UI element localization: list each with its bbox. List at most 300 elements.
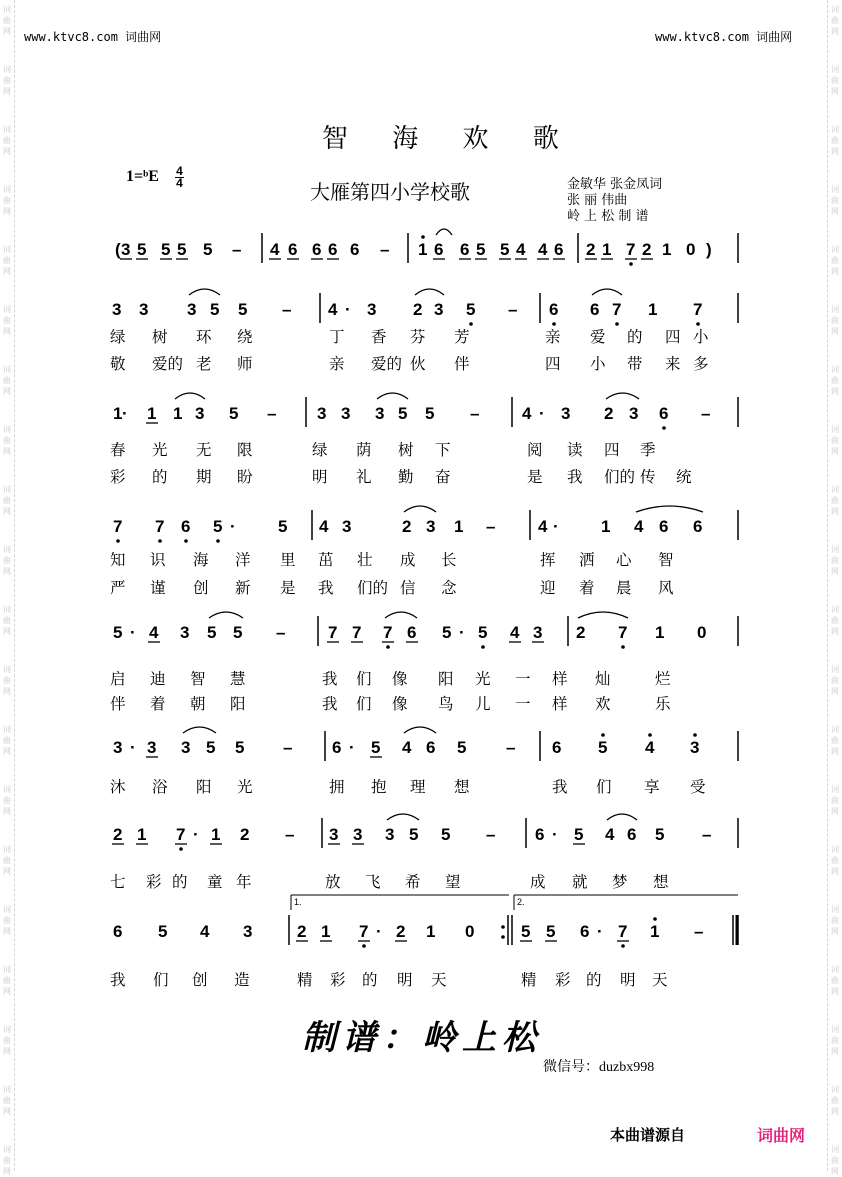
note: 5: [409, 825, 419, 844]
note: 5: [476, 240, 486, 259]
lyric-syllable: 亲: [545, 328, 561, 346]
note: 4: [319, 517, 329, 536]
note: 6: [350, 240, 360, 259]
note: 5: [229, 404, 239, 423]
side-watermark-tile: 词 曲 网: [831, 905, 839, 936]
note: 5: [500, 240, 510, 259]
note: 2: [113, 825, 123, 844]
note: ·: [349, 738, 355, 757]
lyric-syllable: 创: [193, 579, 209, 597]
lyric-syllable: 我: [322, 695, 338, 713]
lyric-syllable: 明: [312, 468, 328, 486]
dash-note: –: [470, 404, 480, 423]
lyric-syllable: 启: [110, 670, 126, 688]
lyric-syllable: 四: [665, 328, 681, 346]
lyric-syllable: 芳: [454, 328, 470, 346]
repeat-dot: [501, 925, 505, 929]
lyric-syllable: 阳: [196, 778, 212, 796]
lyric-syllable: 心: [616, 551, 632, 569]
lyric-syllable: 欢: [595, 695, 611, 713]
lyric-syllable: 慧: [230, 670, 246, 688]
lyric-syllable: 一: [515, 670, 531, 688]
note: 7: [113, 517, 123, 536]
lyric-syllable: 树: [398, 441, 414, 459]
note: 1: [418, 240, 428, 259]
note: 5: [441, 825, 451, 844]
side-watermark-tile: 词 曲 网: [3, 245, 11, 276]
note: 6: [288, 240, 298, 259]
lyric-syllable: 精: [297, 971, 313, 989]
lyric-syllable: 里: [280, 551, 296, 569]
slur-mark: [189, 289, 220, 295]
lyric-syllable: 成: [530, 873, 546, 891]
lyric-syllable: 受: [690, 778, 706, 796]
note: 1: [147, 404, 157, 423]
note: 5: [158, 922, 168, 941]
dash-note: –: [701, 404, 711, 423]
lyric-syllable: 天: [652, 971, 668, 989]
note: 7: [618, 623, 628, 642]
high-octave-dot: [693, 733, 697, 737]
lyric-syllable: 沐: [110, 778, 126, 796]
note: 5: [457, 738, 467, 757]
side-watermark-tile: 词 曲 网: [831, 65, 839, 96]
high-octave-dot: [601, 733, 605, 737]
note: 3: [353, 825, 363, 844]
lyric-syllable: 着: [150, 695, 166, 713]
note: 6: [181, 517, 191, 536]
note: 5: [574, 825, 584, 844]
arranger-signature: 制谱：岭上松: [302, 1018, 542, 1058]
lyric-syllable: 盼: [237, 468, 253, 486]
repeat-dot: [501, 935, 505, 939]
dash-note: –: [283, 738, 293, 757]
note: 2: [402, 517, 412, 536]
side-watermark-tile: 词 曲 网: [3, 785, 11, 816]
side-watermark-tile: 词 曲 网: [3, 185, 11, 216]
lyric-syllable: 拥: [329, 778, 345, 796]
note: 2: [240, 825, 250, 844]
note: ·: [130, 623, 136, 642]
lyric-syllable: 天: [431, 971, 447, 989]
note: 5: [466, 300, 476, 319]
note: 5: [478, 623, 488, 642]
note: 7: [352, 623, 362, 642]
note: 7: [693, 300, 703, 319]
lyric-syllable: 小: [693, 328, 709, 346]
lyric-syllable: 小: [590, 355, 606, 373]
dash-note: –: [694, 922, 704, 941]
note: 5: [203, 240, 213, 259]
note: 2: [604, 404, 614, 423]
lyric-syllable: 绕: [237, 328, 253, 346]
note: 3: [341, 404, 351, 423]
composer-credit: 张 丽 伟曲: [567, 193, 628, 208]
slur-mark: [607, 814, 637, 820]
lyric-syllable: 的: [586, 971, 602, 989]
lyric-syllable: 期: [196, 468, 212, 486]
note: 4: [149, 623, 159, 642]
song-title: 智 海 欢 歌: [322, 124, 577, 154]
lyric-syllable: 像: [392, 670, 408, 688]
note: ·: [539, 404, 545, 423]
lyric-syllable: 伴: [454, 355, 470, 373]
lyric-syllable: 的: [362, 971, 378, 989]
low-octave-dot: [158, 539, 162, 543]
note: 4: [645, 738, 655, 757]
note: 7: [626, 240, 636, 259]
lyric-syllable: 季: [640, 441, 656, 459]
lyric-syllable: 烂: [655, 670, 671, 688]
side-watermark-tile: 词 曲 网: [3, 665, 11, 696]
note: ·: [376, 922, 382, 941]
note: 6: [693, 517, 703, 536]
lyric-syllable: 勤: [398, 468, 414, 486]
lyric-syllable: 芬: [410, 328, 426, 346]
note: 3: [561, 404, 571, 423]
low-octave-dot: [362, 944, 366, 948]
lyric-syllable: 的: [172, 873, 188, 891]
low-octave-dot: [386, 645, 390, 649]
lyric-syllable: 彩: [555, 971, 571, 989]
lyric-syllable: 爱的: [371, 355, 403, 373]
lyric-syllable: 朝: [190, 695, 206, 713]
dash-note: –: [276, 623, 286, 642]
side-watermark-tile: 词 曲 网: [3, 305, 11, 336]
side-watermark-tile: 词 曲 网: [831, 1085, 839, 1116]
note: 5: [521, 922, 531, 941]
note: 6: [590, 300, 600, 319]
side-watermark-tile: 词 曲 网: [831, 485, 839, 516]
note: 6: [580, 922, 590, 941]
note: 3: [112, 300, 122, 319]
lyricist-credit: 金敏华 张金凤词: [567, 177, 663, 192]
note: 3: [121, 240, 131, 259]
note: 6: [407, 623, 417, 642]
side-watermark-tile: 词 曲 网: [831, 425, 839, 456]
note: 1: [601, 517, 611, 536]
lyric-syllable: 环: [196, 328, 212, 346]
lyric-syllable: 丁: [329, 328, 345, 346]
lyric-syllable: 像: [392, 695, 408, 713]
side-watermark-tile: 词 曲 网: [3, 485, 11, 516]
note: 3: [329, 825, 339, 844]
lyric-syllable: 挥: [540, 551, 556, 569]
note: 5: [398, 404, 408, 423]
lyric-syllable: 光: [237, 778, 253, 796]
note: ·: [552, 825, 558, 844]
note: 3: [426, 517, 436, 536]
dash-note: –: [282, 300, 292, 319]
lyric-syllable: 创: [192, 971, 208, 989]
note: 1: [454, 517, 464, 536]
note: 3: [375, 404, 385, 423]
lyric-syllable: 的: [152, 468, 168, 486]
lyric-syllable: 伙: [410, 355, 426, 373]
lyric-syllable: 就: [572, 873, 588, 891]
lyric-syllable: 绿: [110, 328, 126, 346]
low-octave-dot: [629, 262, 633, 266]
lyric-syllable: 彩: [146, 873, 162, 891]
side-watermark-tile: 词 曲 网: [3, 905, 11, 936]
lyric-syllable: 们: [356, 695, 372, 713]
note: 7: [383, 623, 393, 642]
note: 1: [137, 825, 147, 844]
high-octave-dot: [421, 235, 425, 239]
note: 5: [598, 738, 608, 757]
song-subtitle: 大雁第四小学校歌: [310, 180, 470, 204]
lyric-syllable: 我: [110, 971, 126, 989]
note: 5: [233, 623, 243, 642]
low-octave-dot: [184, 539, 188, 543]
note: 5: [546, 922, 556, 941]
high-octave-dot: [653, 917, 657, 921]
lyric-syllable: 我: [322, 670, 338, 688]
lyric-syllable: 迪: [150, 670, 166, 688]
note: 2: [413, 300, 423, 319]
lyric-syllable: 浴: [152, 778, 168, 796]
note: 0: [697, 623, 707, 642]
watermark-url: www.ktvc8.com: [24, 30, 118, 44]
note: 5: [442, 623, 452, 642]
lyric-syllable: 信: [400, 579, 416, 597]
note: 3: [533, 623, 543, 642]
note: 6: [312, 240, 322, 259]
note: 3: [147, 738, 157, 757]
note: 4: [516, 240, 526, 259]
low-octave-dot: [116, 539, 120, 543]
time-signature-bottom: 4: [176, 176, 183, 190]
low-octave-dot: [469, 322, 473, 326]
slur-mark: [436, 229, 452, 235]
slur-mark: [404, 727, 436, 733]
side-watermark-tile: 词 曲 网: [3, 365, 11, 396]
lyric-syllable: 童: [207, 873, 223, 891]
note: 1: [321, 922, 331, 941]
lyric-syllable: 我: [552, 778, 568, 796]
side-watermark-tile: 词 曲 网: [3, 125, 11, 156]
lyric-syllable: 们: [596, 778, 612, 796]
lyric-syllable: 梦: [612, 873, 628, 891]
lyric-syllable: 灿: [595, 670, 611, 688]
slur-mark: [385, 612, 417, 618]
note: 5: [113, 623, 123, 642]
lyric-syllable: 乐: [655, 695, 671, 713]
note: 2: [642, 240, 652, 259]
lyric-syllable: 风: [658, 579, 674, 597]
slur-mark: [209, 612, 243, 618]
note: 5: [655, 825, 665, 844]
dash-note: –: [380, 240, 390, 259]
note: 3: [690, 738, 700, 757]
note: 7: [176, 825, 186, 844]
bracket: (: [115, 240, 121, 259]
note: 5: [137, 240, 147, 259]
lyric-syllable: 迎: [540, 579, 556, 597]
lyric-syllable: 年: [236, 873, 252, 891]
lyric-syllable: 无: [196, 441, 212, 459]
note: 1: [113, 404, 123, 423]
lyric-syllable: 鸟: [438, 695, 454, 713]
note: 6: [627, 825, 637, 844]
side-watermark-tile: 词 曲 网: [3, 5, 11, 36]
note: ·: [345, 300, 351, 319]
note: 5: [425, 404, 435, 423]
wechat-id: 微信号：duzbx998: [543, 1060, 655, 1075]
lyric-syllable: 四: [545, 355, 561, 373]
note: 7: [359, 922, 369, 941]
note: 1: [211, 825, 221, 844]
note: 1: [602, 240, 612, 259]
side-watermark-tile: 词 曲 网: [831, 125, 839, 156]
lyric-syllable: 四: [604, 441, 620, 459]
lyric-syllable: 们: [356, 670, 372, 688]
lyric-syllable: 敬: [110, 355, 126, 373]
note: 5: [238, 300, 248, 319]
lyric-syllable: 是: [280, 579, 296, 597]
side-watermark-tile: 词 曲 网: [831, 725, 839, 756]
note: ·: [122, 404, 128, 423]
note: 5: [207, 623, 217, 642]
key-signature: 1=ᵇE: [126, 168, 159, 185]
lyric-syllable: 放: [325, 873, 341, 891]
note: 0: [465, 922, 475, 941]
lyric-syllable: 念: [441, 579, 457, 597]
note: 5: [371, 738, 381, 757]
note: 6: [332, 738, 342, 757]
lyric-syllable: 们: [153, 971, 169, 989]
dash-note: –: [285, 825, 295, 844]
lyric-syllable: 想: [653, 873, 669, 891]
lyric-syllable: 香: [371, 328, 387, 346]
note: 6: [535, 825, 545, 844]
note: 5: [278, 517, 288, 536]
note: 5: [177, 240, 187, 259]
note: 7: [618, 922, 628, 941]
note: ·: [553, 517, 559, 536]
lyric-syllable: 明: [397, 971, 413, 989]
note: 4: [328, 300, 338, 319]
lyric-syllable: 是: [527, 468, 543, 486]
slur-mark: [415, 289, 444, 295]
note: 7: [155, 517, 165, 536]
lyric-syllable: 智: [190, 670, 206, 688]
lyric-syllable: 我: [567, 468, 583, 486]
side-watermark-tile: 词 曲 网: [831, 785, 839, 816]
side-watermark-tile: 词 曲 网: [3, 965, 11, 996]
lyric-syllable: 老: [196, 355, 212, 373]
lyric-syllable: 飞: [365, 873, 381, 891]
side-watermark-tile: 词 曲 网: [831, 305, 839, 336]
lyric-syllable: 限: [237, 441, 253, 459]
lyric-syllable: 谨: [150, 579, 166, 597]
lyric-syllable: 望: [445, 873, 461, 891]
watermark-url: www.ktvc8.com: [655, 30, 749, 44]
note: 1: [173, 404, 183, 423]
watermark-site: 词曲网: [756, 30, 793, 44]
lyric-syllable: 新: [235, 579, 251, 597]
note: 6: [659, 404, 669, 423]
note: 0: [686, 240, 696, 259]
note: 6: [659, 517, 669, 536]
lyric-syllable: 七: [110, 873, 126, 891]
lyric-syllable: 理: [410, 778, 426, 796]
low-octave-dot: [615, 322, 619, 326]
lyric-syllable: 树: [152, 328, 168, 346]
side-watermark-tile: 词 曲 网: [831, 245, 839, 276]
lyric-syllable: 多: [693, 355, 709, 373]
side-watermark-tile: 词 曲 网: [3, 845, 11, 876]
source-site-link[interactable]: 词曲网: [757, 1126, 806, 1145]
slur-mark: [183, 727, 216, 733]
lyric-syllable: 享: [644, 778, 660, 796]
side-watermark-tile: 词 曲 网: [831, 185, 839, 216]
watermark-site: 词曲网: [125, 30, 162, 44]
lyric-syllable: 阅: [527, 441, 543, 459]
lyric-syllable: 精: [521, 971, 537, 989]
note: ·: [230, 517, 236, 536]
side-watermark-tile: 词 曲 网: [831, 1145, 839, 1176]
note: 1: [648, 300, 658, 319]
side-watermark-tile: 词 曲 网: [831, 665, 839, 696]
lyric-syllable: 抱: [371, 778, 387, 796]
time-signature-top: 4: [176, 164, 183, 178]
note: 6: [434, 240, 444, 259]
lyric-syllable: 严: [110, 579, 126, 597]
note: 4: [634, 517, 644, 536]
low-octave-dot: [179, 847, 183, 851]
lyric-syllable: 我: [318, 579, 334, 597]
lyric-syllable: 传: [640, 468, 656, 486]
lyric-syllable: 阳: [230, 695, 246, 713]
note: 7: [328, 623, 338, 642]
note: 4: [200, 922, 210, 941]
lyric-syllable: 着: [579, 579, 595, 597]
note: 3: [181, 738, 191, 757]
slur-mark: [387, 814, 419, 820]
lyric-syllable: 绿: [312, 441, 328, 459]
note: 5: [206, 738, 216, 757]
low-octave-dot: [621, 645, 625, 649]
note: 3: [629, 404, 639, 423]
lyric-syllable: 们的: [604, 468, 636, 486]
note: 3: [139, 300, 149, 319]
note: ·: [130, 738, 136, 757]
slur-mark: [175, 393, 205, 399]
arranger-credit: 岭 上 松 制 谱: [567, 209, 649, 224]
note: 5: [213, 517, 223, 536]
note: 4: [402, 738, 412, 757]
note: 3: [180, 623, 190, 642]
note: 3: [195, 404, 205, 423]
volta-1-label: 1.: [294, 897, 302, 907]
side-watermark-tile: 词 曲 网: [831, 365, 839, 396]
lyric-syllable: 晨: [616, 579, 632, 597]
low-octave-dot: [216, 539, 220, 543]
dash-note: –: [486, 517, 496, 536]
note: 5: [161, 240, 171, 259]
note: ·: [459, 623, 465, 642]
note: 2: [396, 922, 406, 941]
slur-mark: [592, 289, 622, 295]
lyric-syllable: 统: [676, 468, 692, 486]
side-watermark-tile: 词 曲 网: [831, 845, 839, 876]
dash-note: –: [506, 738, 516, 757]
note: ·: [193, 825, 199, 844]
side-watermark-tile: 词 曲 网: [3, 605, 11, 636]
lyric-syllable: 光: [152, 441, 168, 459]
note: 4: [522, 404, 532, 423]
